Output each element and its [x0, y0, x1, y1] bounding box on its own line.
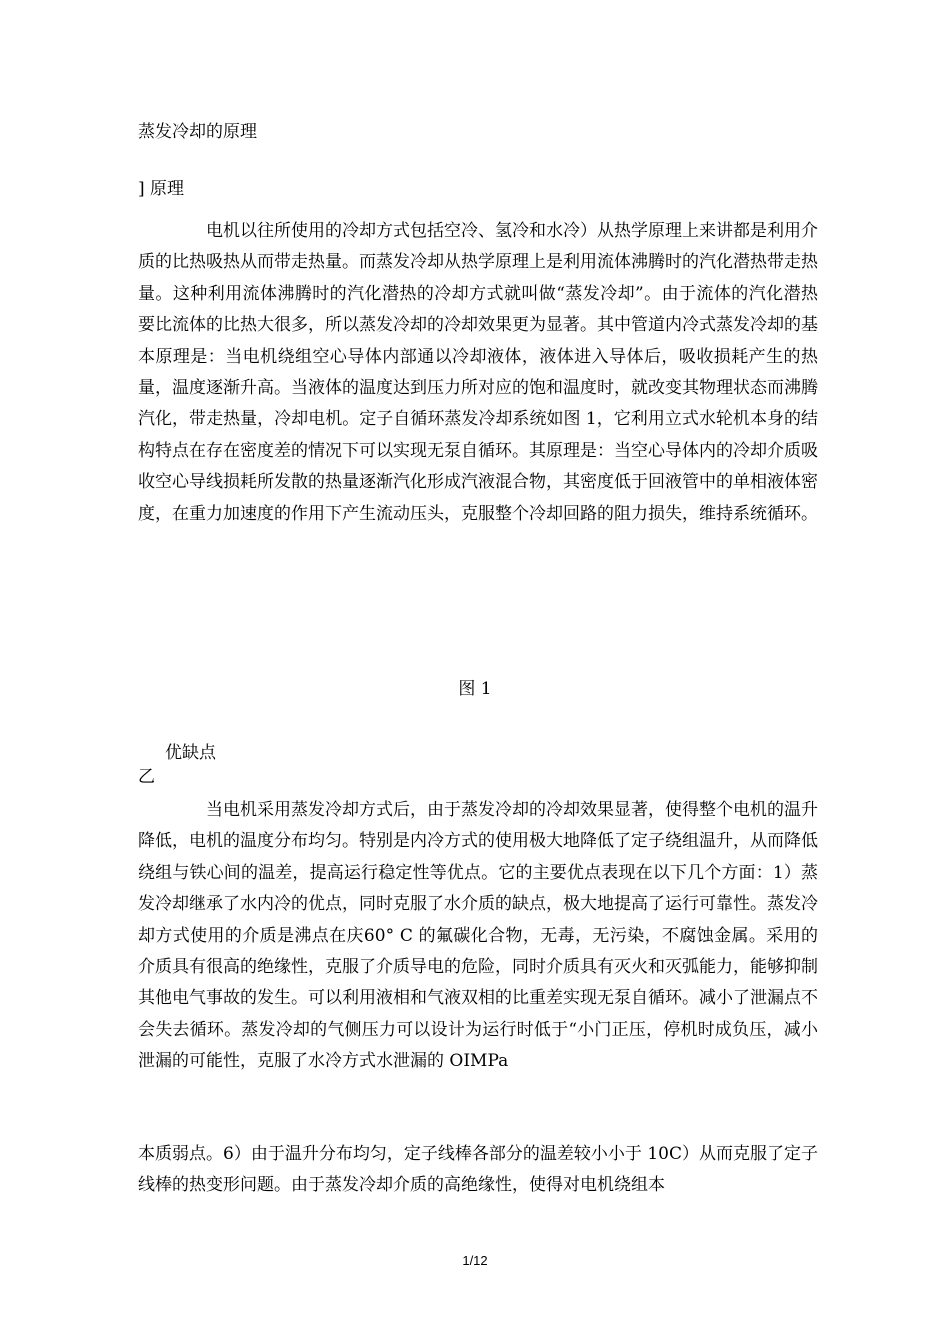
- paragraph-advantages: 当电机采用蒸发冷却方式后，由于蒸发冷却的冷却效果显著，使得整个电机的温升降低，电机的温度分布均匀。特别是内冷方式的使用极大地降低了定子绕组温升，从而降低绕组与铁心间的温差，提高运行稳定性等优点。它的主要优点表现在以下几个方面：1）蒸发冷却继承了水内冷的优点，同时克服了水介质的缺点，极大地提高了运行可靠性。蒸发冷却方式使用的介质是沸点在庆60° C 的氟碳化合物，无毒，无污染，不腐蚀金属。采用的介质具有很高的绝缘性，克服了介质导电的危险，同时介质具有灭火和灭弧能力，能够抑制其他电气事故的发生。可以利用液相和气液双相的比重差实现无泵自循环。减小了泄漏点不会失去循环。蒸发冷却的气侧压力可以设计为运行时低于“小门正压，停机时成负压，减小泄漏的可能性，克服了水冷方式水泄漏的 OIMPa: [138, 800, 818, 1072]
- page-number: 1/12: [462, 1253, 488, 1268]
- paragraph-principle: 电机以往所使用的冷却方式包括空冷、氢冷和水冷）从热学原理上来讲都是利用介质的比热吸热从而带走热量。而蒸发冷却从热学原理上是利用流体沸腾时的汽化潜热带走热量。这种利用流体沸腾时的汽化潜热的冷却方式就叫做“蒸发冷却”。由于流体的汽化潜热要比流体的比热大很多，所以蒸发冷却的冷却效果更为显著。其中管道内冷式蒸发冷却的基本原理是：当电机绕组空心导体内部通以冷却液体，液体进入导体后，吸收损耗产生的热量，温度逐渐升高。当液体的温度达到压力所对应的饱和温度时，就改变其物理状态而沸腾汽化，带走热量，冷却电机。定子自循环蒸发冷却系统如图 1，它利用立式水轮机本身的结构特点在存在密度差的情况下可以实现无泵自循环。其原理是：当空心导体内的冷却介质吸收空心导线损耗所发散的热量逐渐汽化形成汽液混合物，其密度低于回液管中的单相液体密度，在重力加速度的作用下产生流动压头，克服整个冷却回路的阻力损失，维持系统循环。: [138, 221, 818, 524]
- section-heading-principle: ] 原理: [138, 179, 185, 199]
- paragraph-continuation: 本质弱点。6）由于温升分布均匀，定子线棒各部分的温差较小小于 10C）从而克服了定子线棒的热变形问题。由于蒸发冷却介质的高绝缘性，使得对电机绕组本: [138, 1144, 818, 1196]
- document-title: 蒸发冷却的原理: [138, 122, 257, 142]
- section-heading-pros-cons: 优缺点: [165, 743, 216, 763]
- figure-caption: 图 1: [458, 679, 492, 699]
- section-marker: 乙: [138, 767, 155, 787]
